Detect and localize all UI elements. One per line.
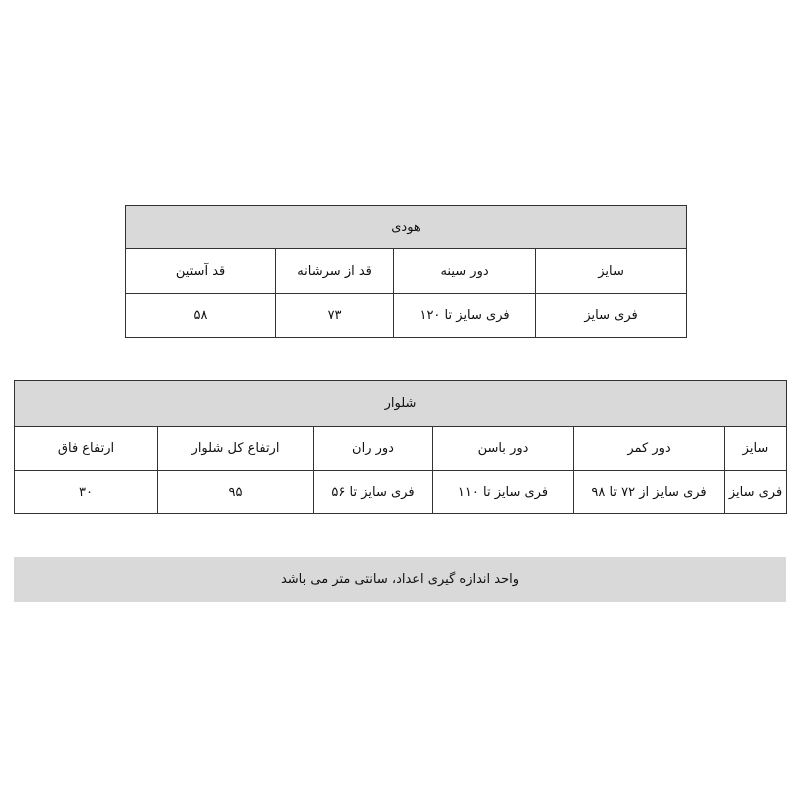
hoodie-size-table (125, 205, 687, 338)
header-total-length: ارتفاع کل شلوار (158, 427, 314, 471)
value-total-length: ۹۵ (158, 471, 314, 514)
header-size: سایز (725, 427, 787, 471)
value-sleeve: ۵۸ (126, 294, 276, 338)
value-length: ۷۳ (276, 294, 394, 338)
value-hip: فری سایز تا ۱۱۰ (433, 471, 574, 514)
header-chest: دور سینه (394, 249, 536, 294)
header-waist: دور کمر (574, 427, 725, 471)
header-size: سایز (536, 249, 687, 294)
value-chest: فری سایز تا ۱۲۰ (394, 294, 536, 338)
header-hip: دور باسن (433, 427, 574, 471)
value-rise: ۳۰ (15, 471, 158, 514)
value-size: فری سایز (536, 294, 687, 338)
value-waist: فری سایز از ۷۲ تا ۹۸ (574, 471, 725, 514)
value-thigh: فری سایز تا ۵۶ (314, 471, 433, 514)
header-sleeve: قد آستین (126, 249, 276, 294)
pants-size-table (14, 380, 787, 514)
hoodie-title: هودی (126, 206, 687, 249)
pants-title: شلوار (15, 381, 787, 427)
value-size: فری سایز (725, 471, 787, 514)
header-length: قد از سرشانه (276, 249, 394, 294)
header-thigh: دور ران (314, 427, 433, 471)
header-rise: ارتفاع فاق (15, 427, 158, 471)
unit-note: واحد اندازه گیری اعداد، سانتی متر می باشد (14, 557, 786, 602)
